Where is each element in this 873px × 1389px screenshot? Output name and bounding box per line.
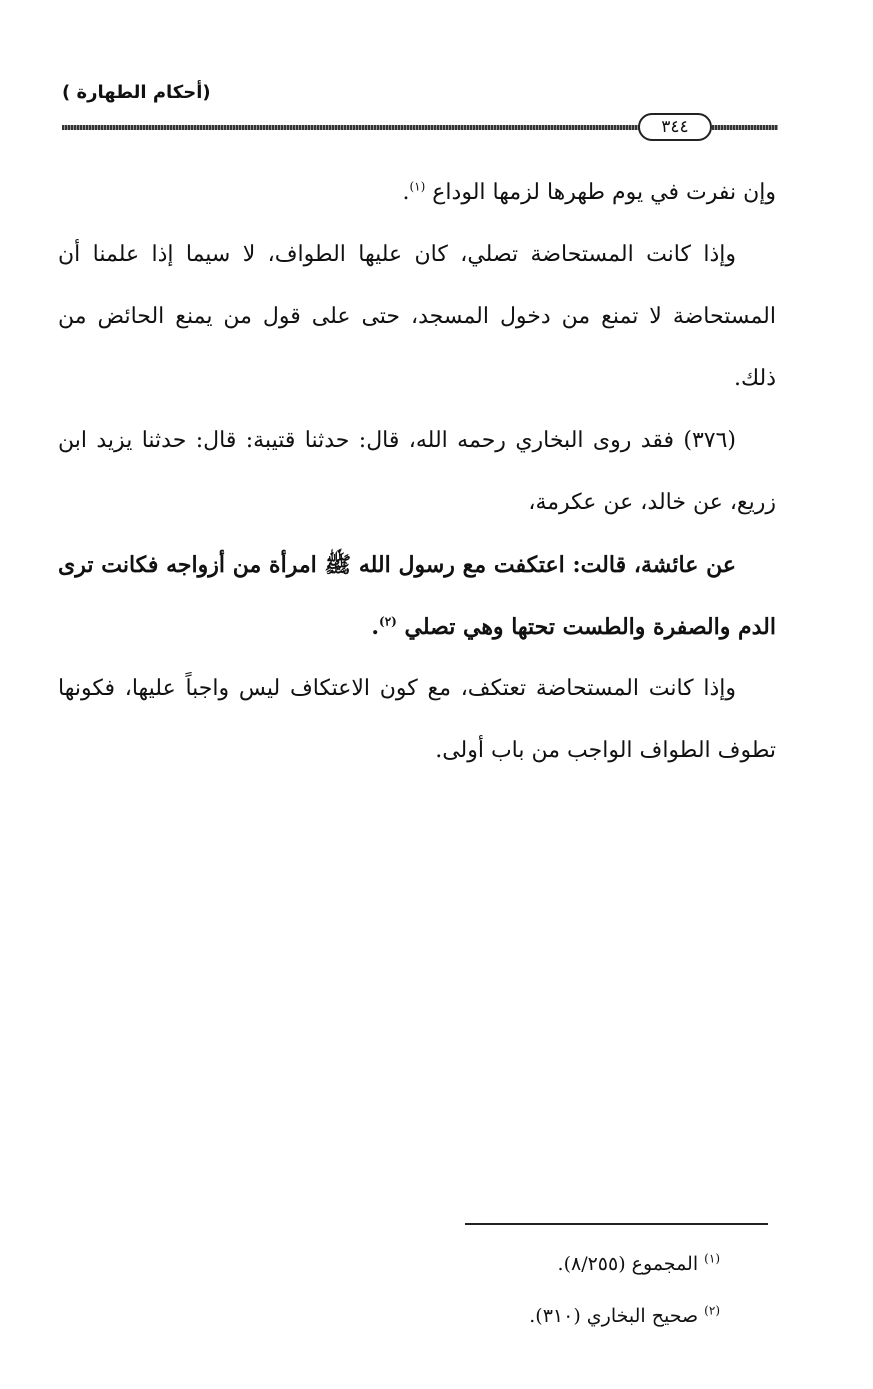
footnote-ref-1: (١) <box>409 179 426 194</box>
paragraph-4-hadith-text: عن عائشة، قالت: اعتكفت مع رسول الله ﷺ امرأة من أزواجه فكانت ترى الدم والصفرة والطست تحتها وهي تصلي $^{(٢)}$. <box>58 552 776 640</box>
header-rule-left <box>62 125 639 130</box>
running-header-title: (أحكام الطهارة ) <box>62 82 211 103</box>
header-rule-right <box>712 125 778 130</box>
paragraph-5: وإذا كانت المستحاضة تعتكف، مع كون الاعتكاف ليس واجباً عليها، فكونها تطوف الطواف الواجب من باب أولى. <box>58 676 776 763</box>
footnote-ref-2: (٢) <box>379 614 397 629</box>
page-number: ٣٤٤ <box>638 113 712 141</box>
main-text <box>58 162 776 782</box>
footnotes <box>300 1238 720 1342</box>
footnote-2: $^{(٢)}$ صحيح البخاري (٣١٠). <box>529 1303 720 1327</box>
footnote-1: $^{(١)}$ المجموع (٨/٢٥٥). <box>557 1251 720 1275</box>
paragraph-1: وإن نفرت في يوم طهرها لزمها الوداع $^{(١)}$. <box>402 179 776 205</box>
paragraph-3-hadith-chain: (٣٧٦) فقد روى البخاري رحمه الله، قال: حدثنا قتيبة: قال: حدثنا يزيد ابن زريع، عن خالد، عن عكرمة، <box>58 428 776 515</box>
paragraph-2: وإذا كانت المستحاضة تصلي، كان عليها الطواف، لا سيما إذا علمنا أن المستحاضة لا تمنع من دخول المسجد، حتى على قول من يمنع الحائض من ذلك. <box>58 242 776 391</box>
footnote-separator <box>465 1223 768 1225</box>
